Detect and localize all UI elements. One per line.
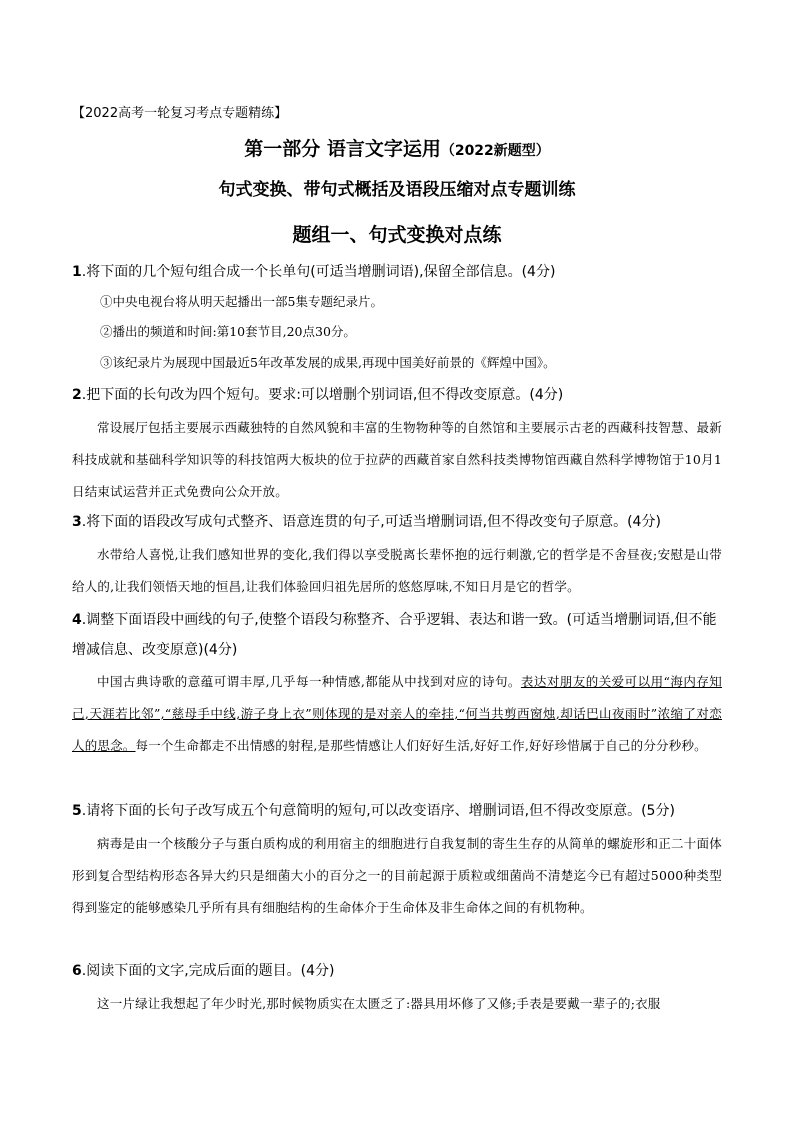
question-number: 3 bbox=[72, 514, 82, 530]
question-text: .请将下面的长句子改写成五个句意简明的短句,可以改变语序、增删词语,但不得改变原意。(5分) bbox=[81, 803, 675, 819]
passage-text: 中国古典诗歌的意蕴可谓丰厚,几乎每一种情感,都能从中找到对应的诗句。 bbox=[97, 674, 521, 689]
question-number: 5 bbox=[72, 803, 82, 819]
question-2 bbox=[72, 380, 722, 410]
question-text: .把下面的长句改为四个短句。要求:可以增删个别词语,但不得改变原意。(4分) bbox=[81, 387, 564, 403]
question-number: 6 bbox=[72, 963, 82, 979]
list-item: ③该纪录片为展现中国最近5年改革发展的成果,再现中国美好前景的《辉煌中国》。 bbox=[100, 355, 556, 370]
passage-text: 每一个生命都走不出情感的射程,是那些情感让人们好好生活,好好工作,好好珍惜属于自己的分分秒秒。 bbox=[135, 738, 707, 753]
question-text: .将下面的语段改写成句式整齐、语意连贯的句子,可适当增删词语,但不得改变句子原意。(4分) bbox=[81, 514, 661, 530]
underlined-sentences: 表达对朋友的关爱可以用“海内存知己,天涯若比邻”,“慈母手中线,游子身上衣”则体现的是对亲人的牵挂,“何当共剪西窗烛,却话巴山夜雨时”浓缩了对恋人的思念。 bbox=[72, 674, 723, 753]
question-5 bbox=[72, 796, 722, 826]
page-title bbox=[0, 134, 794, 161]
question-text: .将下面的几个短句组合成一个长单句(可适当增删词语),保留全部信息。(4分) bbox=[81, 264, 556, 280]
question-5-passage: 病毒是由一个核酸分子与蛋白质构成的利用宿主的细胞进行自我复制的寄生生存的从简单的螺旋形和正二十面体形到复合型结构形态各异大约只是细菌大小的百分之一的目前起源于质粒或细菌尚不清楚迄今已有超过5000种类型得到鉴定的能够感染几乎所有具有细胞结构的生命体介于生命体及非生命体之间的有机物种。 bbox=[72, 836, 722, 915]
question-3 bbox=[72, 507, 722, 537]
question-number: 4 bbox=[72, 612, 82, 628]
section-heading: 题组一、句式变换对点练 bbox=[292, 224, 502, 246]
header-tag: 【2022高考一轮复习考点专题精练】 bbox=[72, 106, 288, 121]
question-3-passage: 水带给人喜悦,让我们感知世界的变化,我们得以享受脱离长辈怀抱的远行刺激,它的哲学是不舍昼夜;安慰是山带给人的,让我们领悟天地的恒昌,让我们体验回归祖先居所的悠悠厚味,不知日月是它的哲学。 bbox=[72, 547, 722, 594]
page-subtitle: 句式变换、带句式概括及语段压缩对点专题训练 bbox=[218, 180, 576, 200]
question-number: 1 bbox=[72, 264, 82, 280]
question-1 bbox=[72, 257, 722, 287]
question-4-passage bbox=[72, 666, 722, 762]
list-item: ①中央电视台将从明天起播出一部5集专题纪录片。 bbox=[100, 294, 383, 309]
question-number: 2 bbox=[72, 387, 82, 403]
list-item: ②播出的频道和时间:第10套节目,20点30分。 bbox=[100, 324, 356, 339]
title-main: 第一部分 语言文字运用 bbox=[244, 138, 441, 160]
question-4 bbox=[72, 605, 722, 665]
question-6 bbox=[72, 956, 722, 986]
question-2-passage: 常设展厅包括主要展示西藏独特的自然风貌和丰富的生物物种等的自然馆和主要展示古老的西藏科技智慧、最新科技成就和基础科学知识等的科技馆两大板块的位于拉萨的西藏首家自然科技类博物馆西藏自然科学博物馆于10月1日结束试运营并正式免费向公众开放。 bbox=[72, 420, 722, 499]
title-suffix: （2022新题型） bbox=[440, 143, 550, 159]
question-6-passage: 这一片绿让我想起了年少时光,那时候物质实在太匮乏了:器具用坏修了又修;手表是要戴一辈子的;衣服 bbox=[97, 996, 661, 1011]
question-text: .阅读下面的文字,完成后面的题目。(4分) bbox=[81, 963, 335, 979]
question-text: .调整下面语段中画线的句子,使整个语段匀称整齐、合乎逻辑、表达和谐一致。(可适当增删词语,但不能增减信息、改变原意)(4分) bbox=[72, 612, 717, 658]
